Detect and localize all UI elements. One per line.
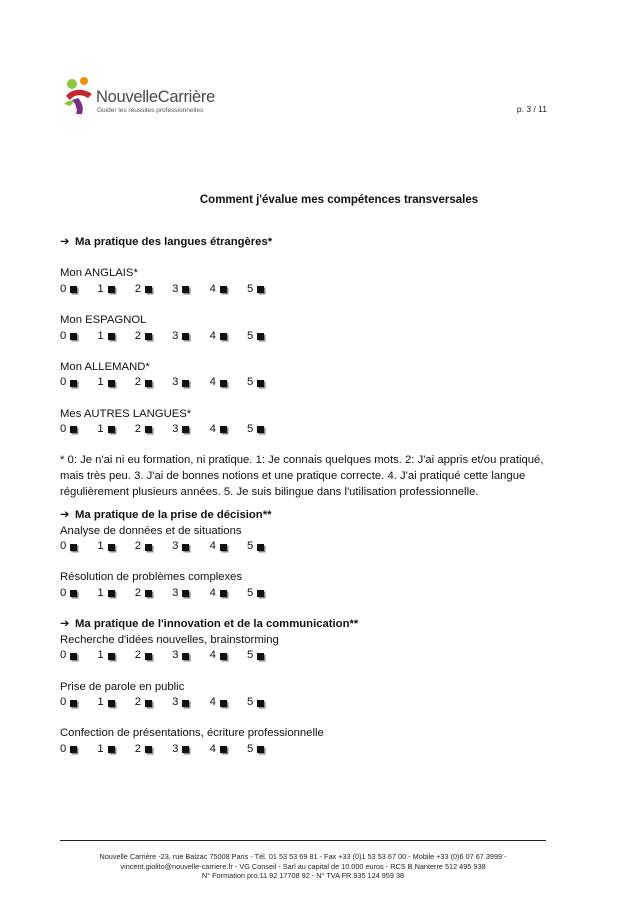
checkbox-icon[interactable] <box>220 700 227 707</box>
footer <box>60 852 546 881</box>
rating-option[interactable] <box>135 539 172 555</box>
rating-option[interactable] <box>172 282 209 298</box>
rating-option[interactable] <box>135 422 172 438</box>
logo-figure-icon <box>62 74 96 114</box>
rating-option[interactable] <box>210 742 247 758</box>
item-label: Résolution de problèmes complexes <box>60 571 243 584</box>
rating-value: 4 <box>209 743 216 755</box>
checkbox-icon[interactable] <box>70 544 77 551</box>
checkbox-icon[interactable] <box>70 653 77 660</box>
checkbox-icon[interactable] <box>182 700 189 707</box>
rating-option[interactable] <box>60 422 97 438</box>
checkbox-icon[interactable] <box>145 380 152 387</box>
rating-value: 2 <box>134 376 142 389</box>
checkbox-icon[interactable] <box>257 286 264 293</box>
item-label: Mon ALLEMAND* <box>60 360 150 373</box>
checkbox-icon[interactable] <box>182 286 189 293</box>
rating-option[interactable] <box>97 282 134 298</box>
checkbox-icon[interactable] <box>220 653 227 660</box>
footer-line-2: vincent.giolito@nouvelle-carriere.fr - VG Conseil - Sarl au capital de 10.000 euros - RCS B Nanterre 512 495 938 <box>120 861 486 871</box>
rating-value: 2 <box>134 696 142 709</box>
rating-value: 5 <box>246 587 254 600</box>
checkbox-icon[interactable] <box>257 333 264 340</box>
checkbox-icon[interactable] <box>182 380 189 387</box>
rating-option[interactable] <box>247 539 284 555</box>
arrow-right-icon: ➔ <box>60 618 70 631</box>
checkbox-icon[interactable] <box>220 333 227 340</box>
rating-value: 2 <box>134 540 142 553</box>
checkbox-icon[interactable] <box>145 746 152 753</box>
rating-value: 5 <box>246 376 254 389</box>
item-label: Mon ANGLAIS* <box>60 267 138 280</box>
rating-value: 1 <box>97 540 104 553</box>
item-label: Recherche d'idées nouvelles, brainstorming <box>60 633 279 646</box>
checkbox-icon[interactable] <box>182 653 189 660</box>
rating-value: 1 <box>97 423 104 436</box>
rating-option[interactable] <box>97 422 134 438</box>
checkbox-icon[interactable] <box>108 700 115 707</box>
checkbox-icon[interactable] <box>145 700 152 707</box>
rating-value: 4 <box>209 423 216 436</box>
checkbox-icon[interactable] <box>257 700 264 707</box>
section-heading: ➔ Ma pratique des langues étrangères* <box>60 235 550 251</box>
checkbox-icon[interactable] <box>257 590 264 597</box>
rating-option[interactable] <box>172 539 209 555</box>
rating-value: 5 <box>246 743 254 755</box>
rating-value: 0 <box>60 282 67 295</box>
rating-value: 4 <box>209 696 216 709</box>
rating-value: 5 <box>246 329 254 342</box>
checkbox-icon[interactable] <box>220 286 227 293</box>
rating-value: 3 <box>172 540 179 553</box>
rating-option[interactable] <box>60 695 97 711</box>
rating-value: 1 <box>97 743 104 755</box>
checkbox-icon[interactable] <box>145 333 152 340</box>
rating-value: 3 <box>172 649 179 662</box>
rating-value: 0 <box>60 540 67 553</box>
rating-option[interactable] <box>247 329 284 345</box>
company-logo <box>62 74 215 118</box>
rating-option[interactable] <box>247 648 284 664</box>
rating-option[interactable] <box>97 695 134 711</box>
rating-option[interactable] <box>135 695 172 711</box>
checkbox-icon[interactable] <box>108 746 115 753</box>
language-scale-note: * 0: Je n'ai ni eu formation, ni pratique. 1: Je connais quelques mots. 2: J'ai appris et/ou pratiqué, mais très peu. 3. J'ai de bonnes notions et une pratique correcte. 4. J'ai pratiqué cette langue régulièrement plusieurs années. 5. Je suis bilingue dans l'utilisation professionnelle. <box>60 454 544 498</box>
rating-option[interactable] <box>97 375 134 391</box>
checkbox-icon[interactable] <box>108 426 115 433</box>
checkbox-icon[interactable] <box>145 653 152 660</box>
rating-option[interactable] <box>60 586 97 602</box>
rating-value: 4 <box>209 649 216 662</box>
section-heading: ➔ Ma pratique de la prise de décision** <box>60 508 550 524</box>
rating-option[interactable] <box>247 742 284 758</box>
rating-value: 2 <box>134 649 142 662</box>
checkbox-icon[interactable] <box>182 333 189 340</box>
rating-value: 4 <box>209 329 216 342</box>
checkbox-icon[interactable] <box>108 544 115 551</box>
rating-value: 2 <box>134 329 142 342</box>
rating-option[interactable] <box>60 282 97 298</box>
rating-scale <box>60 586 550 602</box>
rating-value: 3 <box>172 282 179 295</box>
checkbox-icon[interactable] <box>182 426 189 433</box>
rating-scale <box>60 648 550 664</box>
rating-option[interactable] <box>60 539 97 555</box>
rating-value: 3 <box>172 696 179 709</box>
rating-value: 4 <box>209 376 216 389</box>
rating-value: 2 <box>134 743 142 755</box>
rating-value: 4 <box>209 587 216 600</box>
checkbox-icon[interactable] <box>145 590 152 597</box>
rating-scale <box>60 695 550 711</box>
rating-option[interactable] <box>210 329 247 345</box>
checkbox-icon[interactable] <box>220 746 227 753</box>
checkbox-icon[interactable] <box>220 544 227 551</box>
rating-value: 3 <box>172 329 179 342</box>
rating-value: 3 <box>172 743 179 755</box>
rating-value: 0 <box>60 329 67 342</box>
rating-option[interactable] <box>60 329 97 345</box>
rating-value: 1 <box>97 649 104 662</box>
rating-value: 2 <box>134 282 142 295</box>
checkbox-icon[interactable] <box>257 544 264 551</box>
rating-option[interactable] <box>135 282 172 298</box>
rating-option[interactable] <box>172 329 209 345</box>
rating-option[interactable] <box>210 422 247 438</box>
rating-value: 4 <box>209 282 216 295</box>
checkbox-icon[interactable] <box>70 426 77 433</box>
checkbox-icon[interactable] <box>70 590 77 597</box>
rating-value: 1 <box>97 329 104 342</box>
checkbox-icon[interactable] <box>108 653 115 660</box>
item-label: Analyse de données et de situations <box>60 524 242 537</box>
rating-value: 0 <box>60 743 67 755</box>
checkbox-icon[interactable] <box>70 286 77 293</box>
rating-value: 1 <box>97 696 104 709</box>
section-heading: ➔ Ma pratique de l'innovation et de la communication** <box>60 617 550 633</box>
footer-line-1: Nouvelle Carrière -23, rue Balzac 75008 Paris - Tél. 01 53 53 69 81 - Fax +33 (0)1 53 53 67 00 - Mobile +33 (0)6 07 67 3999 - <box>99 852 507 861</box>
rating-option[interactable] <box>135 742 172 758</box>
rating-option[interactable] <box>172 422 209 438</box>
checkbox-icon[interactable] <box>220 380 227 387</box>
rating-value: 1 <box>97 376 104 389</box>
checkbox-icon[interactable] <box>108 333 115 340</box>
checkbox-icon[interactable] <box>108 590 115 597</box>
arrow-right-icon: ➔ <box>60 236 70 248</box>
rating-value: 2 <box>134 423 142 436</box>
rating-option[interactable] <box>247 695 284 711</box>
rating-option[interactable] <box>172 742 209 758</box>
checkbox-icon[interactable] <box>108 380 115 387</box>
rating-value: 1 <box>97 587 104 600</box>
rating-option[interactable] <box>247 422 284 438</box>
rating-option[interactable] <box>60 375 97 391</box>
checkbox-icon[interactable] <box>70 380 77 387</box>
logo-name: NouvelleCarrière <box>96 88 215 106</box>
rating-value: 0 <box>60 696 67 709</box>
item-label: Mes AUTRES LANGUES* <box>60 407 192 420</box>
checkbox-icon[interactable] <box>108 286 115 293</box>
rating-scale <box>60 422 550 438</box>
checkbox-icon[interactable] <box>145 426 152 433</box>
page-title: Comment j'évalue mes compétences transversales <box>199 194 479 206</box>
rating-option[interactable] <box>97 742 134 758</box>
rating-value: 0 <box>60 376 67 389</box>
checkbox-icon[interactable] <box>70 333 77 340</box>
rating-option[interactable] <box>210 375 247 391</box>
rating-value: 1 <box>97 282 104 295</box>
checkbox-icon[interactable] <box>182 746 189 753</box>
rating-option[interactable] <box>247 586 284 602</box>
arrow-right-icon: ➔ <box>60 509 70 522</box>
rating-option[interactable] <box>210 648 247 664</box>
rating-option[interactable] <box>135 648 172 664</box>
checkbox-icon[interactable] <box>182 544 189 551</box>
rating-option[interactable] <box>210 539 247 555</box>
rating-value: 4 <box>209 540 216 553</box>
rating-option[interactable] <box>135 329 172 345</box>
checkbox-icon[interactable] <box>70 700 77 707</box>
rating-option[interactable] <box>135 586 172 602</box>
rating-option[interactable] <box>60 742 97 758</box>
rating-value: 3 <box>172 587 179 600</box>
item-label: Prise de parole en public <box>60 680 185 693</box>
checkbox-icon[interactable] <box>145 544 152 551</box>
footer-line-3: N° Formation pro.11 92 17708 92 - N° TVA FR 935 124 959 38 <box>201 871 405 880</box>
rating-value: 5 <box>246 423 254 436</box>
checkbox-icon[interactable] <box>257 380 264 387</box>
checkbox-icon[interactable] <box>220 590 227 597</box>
checkbox-icon[interactable] <box>145 286 152 293</box>
rating-option[interactable] <box>97 539 134 555</box>
rating-value: 3 <box>172 376 179 389</box>
logo-tagline: Guider les réussites professionnelles <box>97 107 204 114</box>
form-content <box>60 235 550 758</box>
rating-scale <box>60 282 550 298</box>
checkbox-icon[interactable] <box>182 590 189 597</box>
rating-option[interactable] <box>210 695 247 711</box>
rating-value: 5 <box>246 649 254 662</box>
rating-option[interactable] <box>135 375 172 391</box>
page-number: p. 3 / 11 <box>516 104 547 114</box>
rating-value: 5 <box>246 696 254 709</box>
rating-value: 5 <box>246 540 254 553</box>
rating-scale <box>60 375 550 391</box>
rating-value: 0 <box>60 587 67 600</box>
rating-option[interactable] <box>172 695 209 711</box>
rating-value: 5 <box>246 282 254 295</box>
checkbox-icon[interactable] <box>220 426 227 433</box>
rating-option[interactable] <box>172 586 209 602</box>
checkbox-icon[interactable] <box>257 746 264 753</box>
rating-value: 0 <box>60 649 67 662</box>
rating-value: 2 <box>134 587 142 600</box>
rating-option[interactable] <box>210 586 247 602</box>
rating-value: 0 <box>60 423 67 436</box>
rating-option[interactable] <box>247 375 284 391</box>
item-label: Confection de présentations, écriture professionnelle <box>60 727 324 740</box>
rating-scale <box>60 539 550 555</box>
rating-option[interactable] <box>172 648 209 664</box>
item-label: Mon ESPAGNOL <box>60 313 147 326</box>
rating-option[interactable] <box>172 375 209 391</box>
rating-option[interactable] <box>97 648 134 664</box>
rating-option[interactable] <box>210 282 247 298</box>
rating-option[interactable] <box>97 586 134 602</box>
rating-option[interactable] <box>97 329 134 345</box>
rating-value: 3 <box>172 423 179 436</box>
checkbox-icon[interactable] <box>257 653 264 660</box>
footer-divider <box>60 840 546 841</box>
checkbox-icon[interactable] <box>70 746 77 753</box>
rating-option[interactable] <box>60 648 97 664</box>
rating-scale <box>60 742 550 758</box>
rating-scale <box>60 329 550 345</box>
rating-option[interactable] <box>247 282 284 298</box>
checkbox-icon[interactable] <box>257 426 264 433</box>
